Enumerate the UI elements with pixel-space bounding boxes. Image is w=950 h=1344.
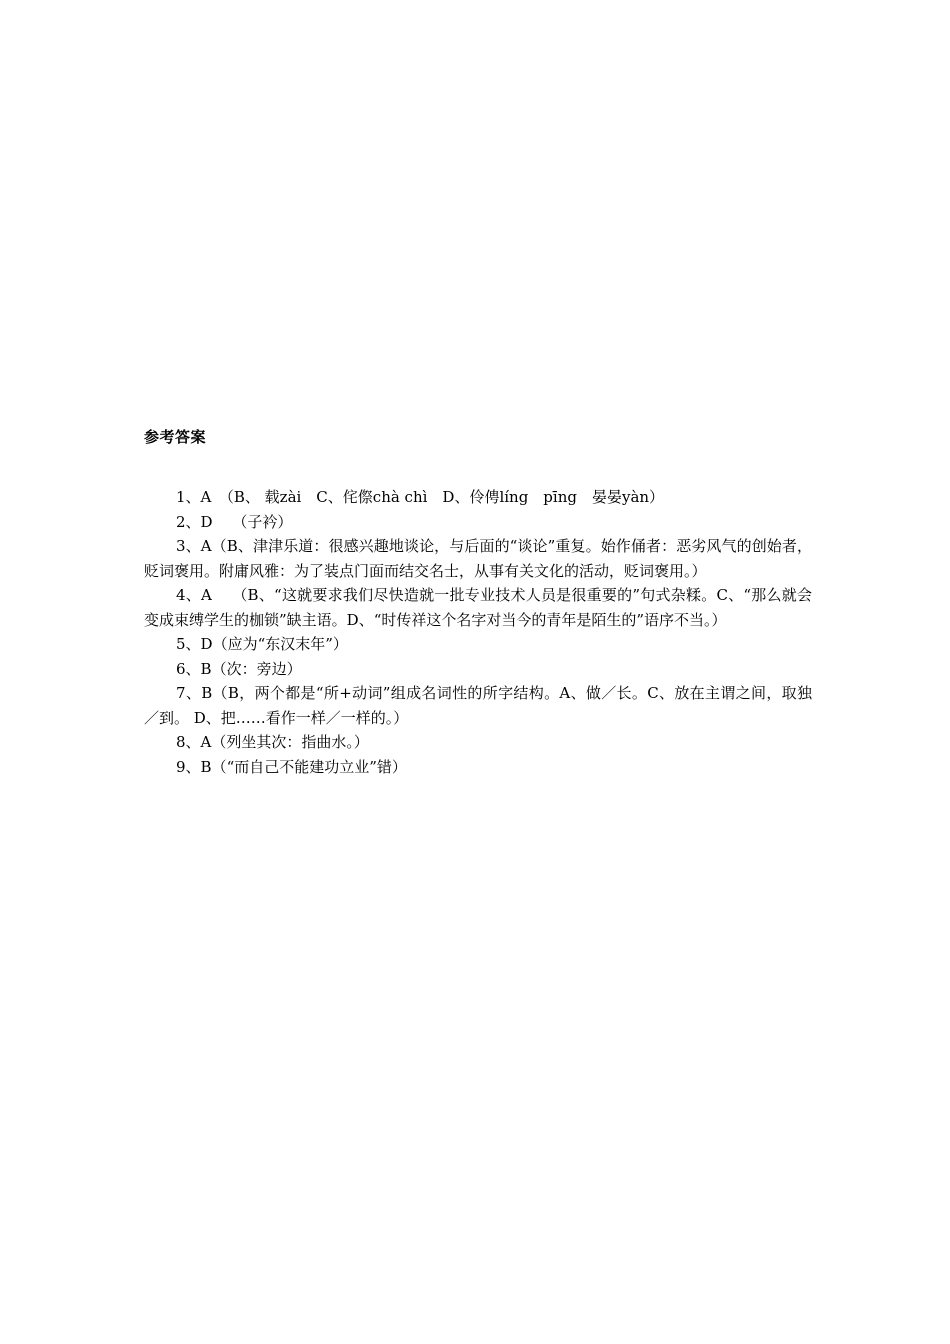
answer-item-2: 2、D （子衿）	[176, 512, 293, 531]
answer-item-1: 1、A （B、 载zài C、侘傺chà chì D、伶俜líng pīng 晏晏yàn）	[176, 488, 665, 506]
answer-list	[144, 485, 812, 779]
answer-item-4: 4、A （B、“这就要求我们尽快造就一批专业技术人员是很重要的”句式杂糅。C、“那么就会变成束缚学生的枷锁”缺主语。D、“时传祥这个名字对当今的青年是陌生的”语序不当。）	[144, 586, 812, 629]
answer-item-7: 7、B（B，两个都是“所+动词”组成名词性的所字结构。A、做／长。C、放在主谓之间，取独／到。 D、把……看作一样／一样的。）	[144, 684, 812, 727]
answer-item-3: 3、A（B、津津乐道：很感兴趣地谈论，与后面的“谈论”重复。始作俑者：恶劣风气的创始者，贬词褒用。附庸风雅：为了装点门面而结交名士，从事有关文化的活动，贬词褒用。）	[144, 537, 812, 580]
answer-item-5: 5、D（应为“东汉末年”）	[176, 635, 348, 653]
answer-item-6: 6、B（次：旁边）	[176, 659, 302, 678]
answer-item-8: 8、A（列坐其次：指曲水。）	[176, 733, 369, 751]
section-title: 参考答案	[144, 428, 207, 446]
answer-item-9: 9、B（“而自己不能建功立业”错）	[176, 757, 407, 776]
